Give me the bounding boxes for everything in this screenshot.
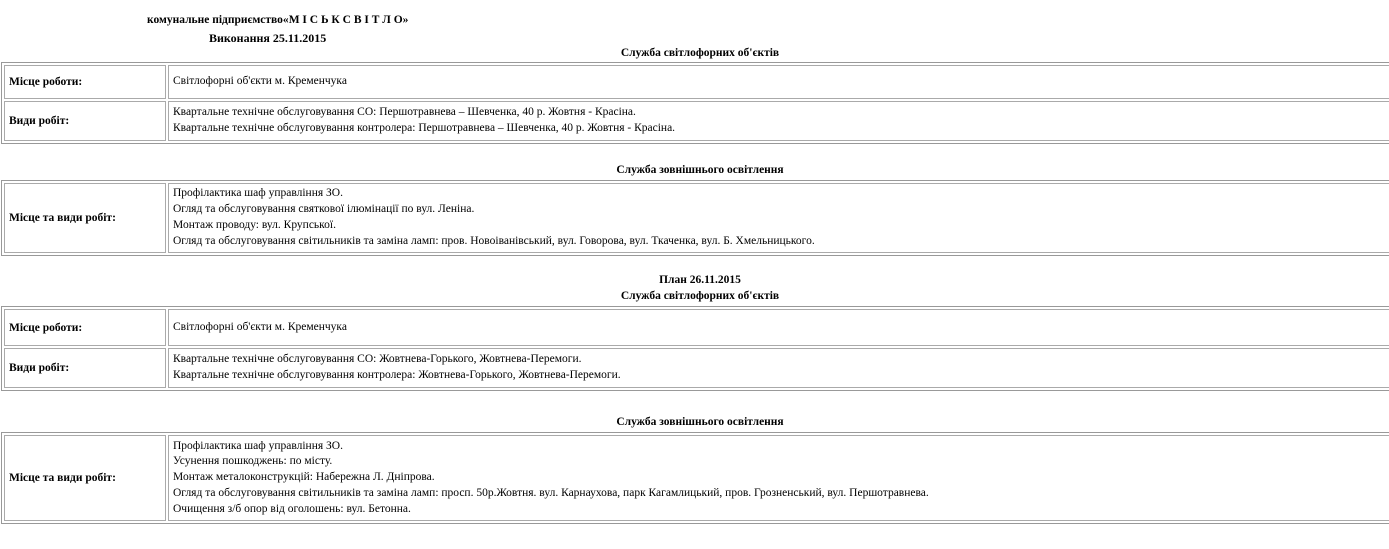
done-lighting-table (1, 180, 1389, 256)
org-suffix: » (402, 14, 409, 26)
place-value: Світлофорні об'єкти м. Кременчука (168, 65, 1389, 99)
work-line: Огляд та обслуговування світильників та заміна ламп: просп. 50р.Жовтня. вул. Карнаухова, парк Кагамлицький, пров. Грозненський, вул. Першотравнева. (173, 486, 929, 499)
works-value (168, 101, 1389, 141)
done-traffic-title: Служба світлофорних об'єктів (620, 47, 780, 59)
work-line: Профілактика шаф управління ЗО. (173, 439, 343, 452)
table-row (4, 65, 1389, 99)
org-name: М І С Ь К С В І Т Л О (288, 14, 403, 26)
work-line: Монтаж металоконструкцій: Набережна Л. Дніпрова. (173, 471, 435, 484)
works-label: Види робіт: (4, 348, 166, 388)
done-date-title: Виконання 25.11.2015 (209, 31, 327, 45)
works-value (168, 435, 1389, 521)
plan-lighting-title: Служба зовнішнього освітлення (616, 416, 784, 428)
place-label: Місце роботи: (4, 309, 166, 346)
place-value: Світлофорні об'єкти м. Кременчука (168, 309, 1389, 346)
works-value (168, 348, 1389, 388)
organization-header (147, 14, 408, 26)
plan-traffic-title: Служба світлофорних об'єктів (620, 290, 780, 302)
work-line: Квартальне технічне обслуговування СО: Першотравнева – Шевченка, 40 р. Жовтня - Красіна. (173, 106, 636, 119)
work-line: Огляд та обслуговування світильників та заміна ламп: пров. Новоіванівський, вул. Говорова, вул. Ткаченка, вул. Б. Хмельницького. (173, 234, 815, 247)
place-label: Місце роботи: (4, 65, 166, 99)
done-lighting-title: Служба зовнішнього освітлення (616, 164, 784, 176)
plan-traffic-table (1, 306, 1389, 391)
table-row (4, 183, 1389, 253)
work-line: Квартальне технічне обслуговування СО: Жовтнева-Горького, Жовтнева-Перемоги. (173, 353, 582, 366)
table-row (4, 309, 1389, 346)
table-row (4, 435, 1389, 521)
org-prefix: комунальне підприємство« (147, 14, 289, 26)
work-line: Усунення пошкоджень: по місту. (173, 455, 333, 468)
work-line: Профілактика шаф управління ЗО. (173, 187, 343, 200)
table-row (4, 348, 1389, 388)
place-works-label: Місце та види робіт: (4, 435, 166, 521)
work-line: Огляд та обслуговування святкової ілюмінації по вул. Леніна. (173, 203, 475, 216)
done-traffic-table (1, 62, 1389, 144)
work-line: Квартальне технічне обслуговування контролера: Жовтнева-Горького, Жовтнева-Перемоги. (173, 369, 621, 381)
plan-lighting-table (1, 432, 1389, 524)
work-line: Квартальне технічне обслуговування контролера: Першотравнева – Шевченка, 40 р. Жовтня - Красіна. (173, 122, 676, 134)
plan-date-title: План 26.11.2015 (659, 274, 741, 286)
works-label: Види робіт: (4, 101, 166, 141)
table-row (4, 101, 1389, 141)
work-line: Очищення з/б опор від оголошень: вул. Бетонна. (173, 502, 411, 515)
place-works-label: Місце та види робіт: (4, 183, 166, 253)
work-line: Монтаж проводу: вул. Крупської. (173, 219, 336, 231)
works-value (168, 183, 1389, 253)
